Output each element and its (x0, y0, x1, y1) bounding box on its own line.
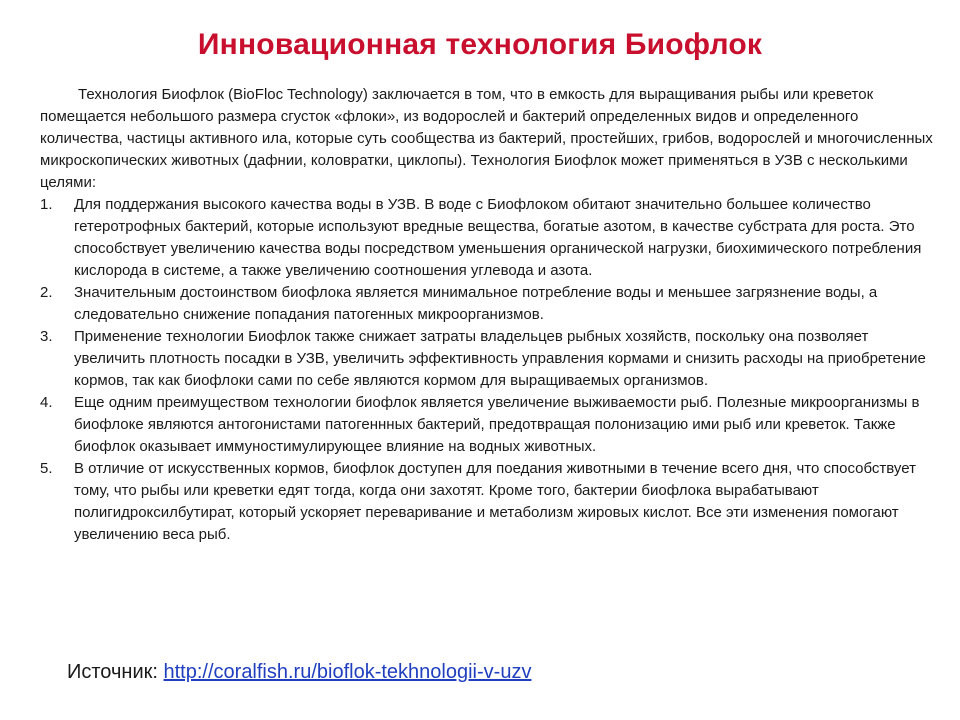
list-item (40, 282, 940, 326)
page-title: Инновационная технология Биофлок (197, 28, 763, 61)
list-item (40, 392, 940, 458)
list-item-number: 4. (40, 394, 53, 411)
list-item-number: 2. (40, 284, 53, 301)
list-item-number: 5. (40, 460, 53, 477)
list-item-text: Значительным достоинством биофлока является минимальное потребление воды и меньшее загрязнение воды, а следовательно снижение попадания патогенных микроорганизмов. (74, 284, 878, 323)
source-link[interactable]: http://coralfish.ru/bioflok-tekhnologii-v-uzv (163, 661, 532, 683)
list-item (40, 326, 940, 392)
source-line (67, 661, 531, 684)
intro-paragraph: Технология Биофлок (BioFloc Technology) заключается в том, что в емкость для выращивания рыбы или креветок помещается небольшого размера сгусток «флоки», из водорослей и бактерий определенных видов и определенного количества, частицы активного ила, которые суть сообщества из бактерий, простейших, грибов, водорослей и многочисленных микроскопических животных (дафнии, коловратки, циклопы). Технология Биофлок может применяться в УЗВ с несколькими целями: (40, 86, 933, 191)
list-item-number: 3. (40, 328, 53, 345)
list-item-text: Применение технологии Биофлок также снижает затраты владельцев рыбных хозяйств, поскольку она позволяет увеличить плотность посадки в УЗВ, увеличить эффективность управления кормами и снизить расходы на приобретение кормов, так как биофлоки сами по себе являются кормом для выращиваемых организмов. (74, 328, 926, 389)
list-item (40, 194, 940, 282)
main-content (40, 84, 940, 546)
benefits-list (40, 194, 940, 546)
source-label: Источник: (67, 661, 164, 683)
list-item-number: 1. (40, 196, 53, 213)
list-item (40, 458, 940, 546)
list-item-text: Для поддержания высокого качества воды в УЗВ. В воде с Биофлоком обитают значительно большее количество гетеротрофных бактерий, которые используют вредные вещества, богатые азотом, в качестве субстрата для роста. Это способствует увеличению качества воды посредством уменьшения органической нагрузки, биохимического потребления кислорода в системе, а также увеличению соотношения углевода и азота. (74, 196, 922, 279)
list-item-text: Еще одним преимуществом технологии биофлок является увеличение выживаемости рыб. Полезные микроорганизмы в биофлоке являются антогонистами патогеннных бактерий, предотвращая полонизацию ими рыб или креветок. Также биофлок оказывает иммуностимулирующее влияние на водных животных. (74, 394, 920, 455)
list-item-text: В отличие от искусственных кормов, биофлок доступен для поедания животными в течение всего дня, что способствует тому, что рыбы или креветки едят тогда, когда они захотят. Кроме того, бактерии биофлока вырабатывают полигидроксилбутират, который ускоряет переваривание и метаболизм жировых кислот. Все эти изменения помогают увеличению веса рыб. (74, 460, 916, 543)
